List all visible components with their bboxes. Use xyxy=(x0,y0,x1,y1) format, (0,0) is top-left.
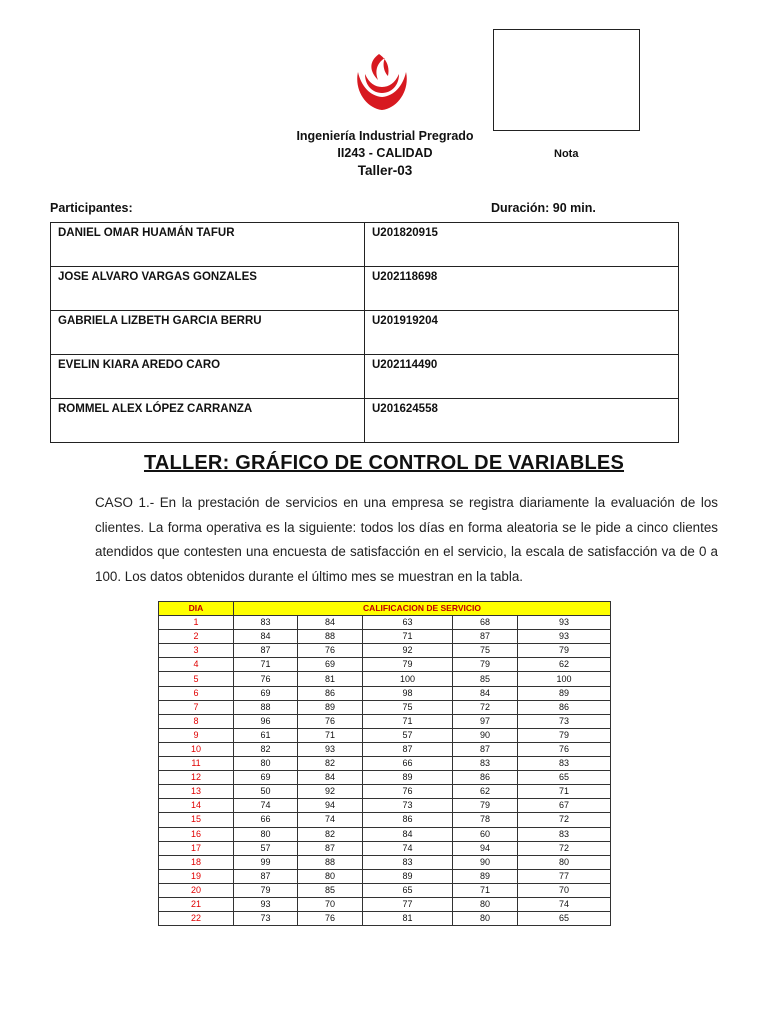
score-cell: 74 xyxy=(298,813,363,827)
day-cell: 1 xyxy=(159,616,234,630)
table-row xyxy=(159,658,611,672)
score-cell: 87 xyxy=(363,742,453,756)
score-cell: 90 xyxy=(453,728,518,742)
score-cell: 75 xyxy=(453,644,518,658)
participants-table xyxy=(50,222,679,443)
score-cell: 98 xyxy=(363,686,453,700)
score-cell: 88 xyxy=(298,630,363,644)
course-name: II243 - CALIDAD xyxy=(337,146,433,160)
score-cell: 69 xyxy=(298,658,363,672)
score-cell: 89 xyxy=(518,686,611,700)
table-row xyxy=(159,883,611,897)
score-cell: 80 xyxy=(234,827,298,841)
table-row xyxy=(159,869,611,883)
score-cell: 93 xyxy=(234,897,298,911)
score-cell: 92 xyxy=(298,785,363,799)
program-name: Ingeniería Industrial Pregrado xyxy=(296,129,474,143)
score-cell: 84 xyxy=(453,686,518,700)
score-cell: 78 xyxy=(453,813,518,827)
score-cell: 79 xyxy=(363,658,453,672)
upc-flame-logo-icon xyxy=(354,52,410,112)
table-row xyxy=(159,813,611,827)
table-row xyxy=(159,700,611,714)
score-cell: 73 xyxy=(363,799,453,813)
score-cell: 69 xyxy=(234,771,298,785)
table-row xyxy=(159,785,611,799)
table-row xyxy=(159,714,611,728)
scores-column-header: CALIFICACION DE SERVICIO xyxy=(234,602,611,616)
score-cell: 74 xyxy=(518,897,611,911)
score-cell: 86 xyxy=(298,686,363,700)
participant-row xyxy=(51,399,679,443)
score-cell: 87 xyxy=(234,869,298,883)
day-cell: 14 xyxy=(159,799,234,813)
score-cell: 68 xyxy=(453,616,518,630)
duration-label: Duración: 90 min. xyxy=(491,201,596,215)
table-row xyxy=(159,616,611,630)
score-cell: 79 xyxy=(518,644,611,658)
score-cell: 63 xyxy=(363,616,453,630)
table-header-row xyxy=(159,602,611,616)
score-cell: 100 xyxy=(518,672,611,686)
score-cell: 87 xyxy=(234,644,298,658)
score-cell: 79 xyxy=(453,658,518,672)
table-row xyxy=(159,644,611,658)
day-column-header: DIA xyxy=(159,602,234,616)
score-cell: 73 xyxy=(234,912,298,926)
participant-code: U201820915 xyxy=(365,223,679,267)
day-cell: 11 xyxy=(159,757,234,771)
table-row xyxy=(159,672,611,686)
score-cell: 77 xyxy=(363,897,453,911)
score-cell: 69 xyxy=(234,686,298,700)
day-cell: 3 xyxy=(159,644,234,658)
score-cell: 57 xyxy=(234,841,298,855)
score-cell: 93 xyxy=(298,742,363,756)
participant-code: U202118698 xyxy=(365,267,679,311)
participant-name: GABRIELA LIZBETH GARCIA BERRU xyxy=(51,311,365,355)
table-row xyxy=(159,742,611,756)
score-cell: 87 xyxy=(453,630,518,644)
participant-code: U201624558 xyxy=(365,399,679,443)
participant-name: ROMMEL ALEX LÓPEZ CARRANZA xyxy=(51,399,365,443)
score-cell: 62 xyxy=(453,785,518,799)
score-cell: 65 xyxy=(518,771,611,785)
participant-row xyxy=(51,355,679,399)
participant-name: EVELIN KIARA AREDO CARO xyxy=(51,355,365,399)
score-cell: 86 xyxy=(363,813,453,827)
score-cell: 92 xyxy=(363,644,453,658)
day-cell: 17 xyxy=(159,841,234,855)
table-row xyxy=(159,771,611,785)
score-cell: 76 xyxy=(234,672,298,686)
score-cell: 90 xyxy=(453,855,518,869)
score-cell: 81 xyxy=(298,672,363,686)
day-cell: 19 xyxy=(159,869,234,883)
score-cell: 94 xyxy=(298,799,363,813)
score-cell: 71 xyxy=(234,658,298,672)
day-cell: 16 xyxy=(159,827,234,841)
score-cell: 50 xyxy=(234,785,298,799)
score-cell: 89 xyxy=(363,869,453,883)
score-cell: 80 xyxy=(234,757,298,771)
day-cell: 15 xyxy=(159,813,234,827)
score-cell: 93 xyxy=(518,630,611,644)
score-cell: 65 xyxy=(518,912,611,926)
score-cell: 83 xyxy=(518,827,611,841)
score-cell: 85 xyxy=(453,672,518,686)
score-cell: 100 xyxy=(363,672,453,686)
day-cell: 13 xyxy=(159,785,234,799)
score-cell: 96 xyxy=(234,714,298,728)
score-cell: 62 xyxy=(518,658,611,672)
score-cell: 80 xyxy=(518,855,611,869)
score-cell: 61 xyxy=(234,728,298,742)
score-cell: 72 xyxy=(518,841,611,855)
score-cell: 76 xyxy=(298,714,363,728)
score-cell: 81 xyxy=(363,912,453,926)
score-cell: 75 xyxy=(363,700,453,714)
day-cell: 10 xyxy=(159,742,234,756)
score-cell: 93 xyxy=(518,616,611,630)
score-cell: 79 xyxy=(234,883,298,897)
score-cell: 71 xyxy=(453,883,518,897)
score-cell: 66 xyxy=(234,813,298,827)
table-row xyxy=(159,827,611,841)
score-cell: 66 xyxy=(363,757,453,771)
day-cell: 22 xyxy=(159,912,234,926)
table-row xyxy=(159,912,611,926)
day-cell: 2 xyxy=(159,630,234,644)
score-cell: 84 xyxy=(234,630,298,644)
day-cell: 9 xyxy=(159,728,234,742)
score-cell: 73 xyxy=(518,714,611,728)
day-cell: 7 xyxy=(159,700,234,714)
score-cell: 83 xyxy=(453,757,518,771)
score-cell: 85 xyxy=(298,883,363,897)
day-cell: 5 xyxy=(159,672,234,686)
score-cell: 89 xyxy=(298,700,363,714)
day-cell: 4 xyxy=(159,658,234,672)
score-cell: 74 xyxy=(363,841,453,855)
score-cell: 88 xyxy=(234,700,298,714)
score-cell: 76 xyxy=(298,644,363,658)
score-cell: 89 xyxy=(453,869,518,883)
score-cell: 83 xyxy=(518,757,611,771)
section-title: TALLER: GRÁFICO DE CONTROL DE VARIABLES xyxy=(143,452,625,474)
day-cell: 21 xyxy=(159,897,234,911)
score-cell: 86 xyxy=(453,771,518,785)
score-cell: 84 xyxy=(298,616,363,630)
score-cell: 57 xyxy=(363,728,453,742)
score-cell: 71 xyxy=(363,630,453,644)
table-row xyxy=(159,897,611,911)
score-cell: 87 xyxy=(298,841,363,855)
day-cell: 18 xyxy=(159,855,234,869)
table-row xyxy=(159,855,611,869)
score-cell: 80 xyxy=(453,897,518,911)
score-cell: 60 xyxy=(453,827,518,841)
score-cell: 80 xyxy=(453,912,518,926)
score-cell: 74 xyxy=(234,799,298,813)
score-cell: 94 xyxy=(453,841,518,855)
score-cell: 72 xyxy=(453,700,518,714)
score-cell: 84 xyxy=(298,771,363,785)
score-cell: 89 xyxy=(363,771,453,785)
score-cell: 83 xyxy=(363,855,453,869)
score-cell: 99 xyxy=(234,855,298,869)
score-cell: 70 xyxy=(298,897,363,911)
day-cell: 20 xyxy=(159,883,234,897)
participant-code: U202114490 xyxy=(365,355,679,399)
grade-label: Nota xyxy=(554,148,579,160)
score-cell: 80 xyxy=(298,869,363,883)
score-cell: 71 xyxy=(298,728,363,742)
table-row xyxy=(159,799,611,813)
score-cell: 86 xyxy=(518,700,611,714)
day-cell: 12 xyxy=(159,771,234,785)
score-cell: 76 xyxy=(298,912,363,926)
table-row xyxy=(159,686,611,700)
score-cell: 83 xyxy=(234,616,298,630)
case-description: CASO 1.- En la prestación de servicios en una empresa se registra diariamente la evaluación de los clientes. La forma operativa es la siguiente: todos los días en forma aleatoria se le pide a cinco clientes atendidos que contesten una encuesta de satisfacción en el servicio, la escala de satisfacción va de 0 a 100. Los datos obtenidos durante el último mes se muestran en la tabla. xyxy=(95,495,718,584)
score-cell: 82 xyxy=(298,827,363,841)
day-cell: 8 xyxy=(159,714,234,728)
participant-row xyxy=(51,267,679,311)
table-row xyxy=(159,841,611,855)
participant-row xyxy=(51,223,679,267)
score-cell: 70 xyxy=(518,883,611,897)
table-row xyxy=(159,728,611,742)
score-cell: 77 xyxy=(518,869,611,883)
score-cell: 67 xyxy=(518,799,611,813)
score-cell: 76 xyxy=(363,785,453,799)
score-cell: 88 xyxy=(298,855,363,869)
participant-row xyxy=(51,311,679,355)
score-cell: 72 xyxy=(518,813,611,827)
service-grades-table xyxy=(158,601,611,926)
table-row xyxy=(159,757,611,771)
score-cell: 71 xyxy=(518,785,611,799)
score-cell: 65 xyxy=(363,883,453,897)
score-cell: 82 xyxy=(298,757,363,771)
workshop-title: Taller-03 xyxy=(357,163,413,178)
score-cell: 76 xyxy=(518,742,611,756)
grade-box xyxy=(493,29,640,131)
participants-label: Participantes: xyxy=(50,201,133,215)
score-cell: 84 xyxy=(363,827,453,841)
participant-name: JOSE ALVARO VARGAS GONZALES xyxy=(51,267,365,311)
score-cell: 87 xyxy=(453,742,518,756)
score-cell: 79 xyxy=(453,799,518,813)
grades-body xyxy=(159,616,611,926)
score-cell: 97 xyxy=(453,714,518,728)
table-row xyxy=(159,630,611,644)
score-cell: 79 xyxy=(518,728,611,742)
day-cell: 6 xyxy=(159,686,234,700)
score-cell: 82 xyxy=(234,742,298,756)
participant-name: DANIEL OMAR HUAMÁN TAFUR xyxy=(51,223,365,267)
participant-code: U201919204 xyxy=(365,311,679,355)
score-cell: 71 xyxy=(363,714,453,728)
